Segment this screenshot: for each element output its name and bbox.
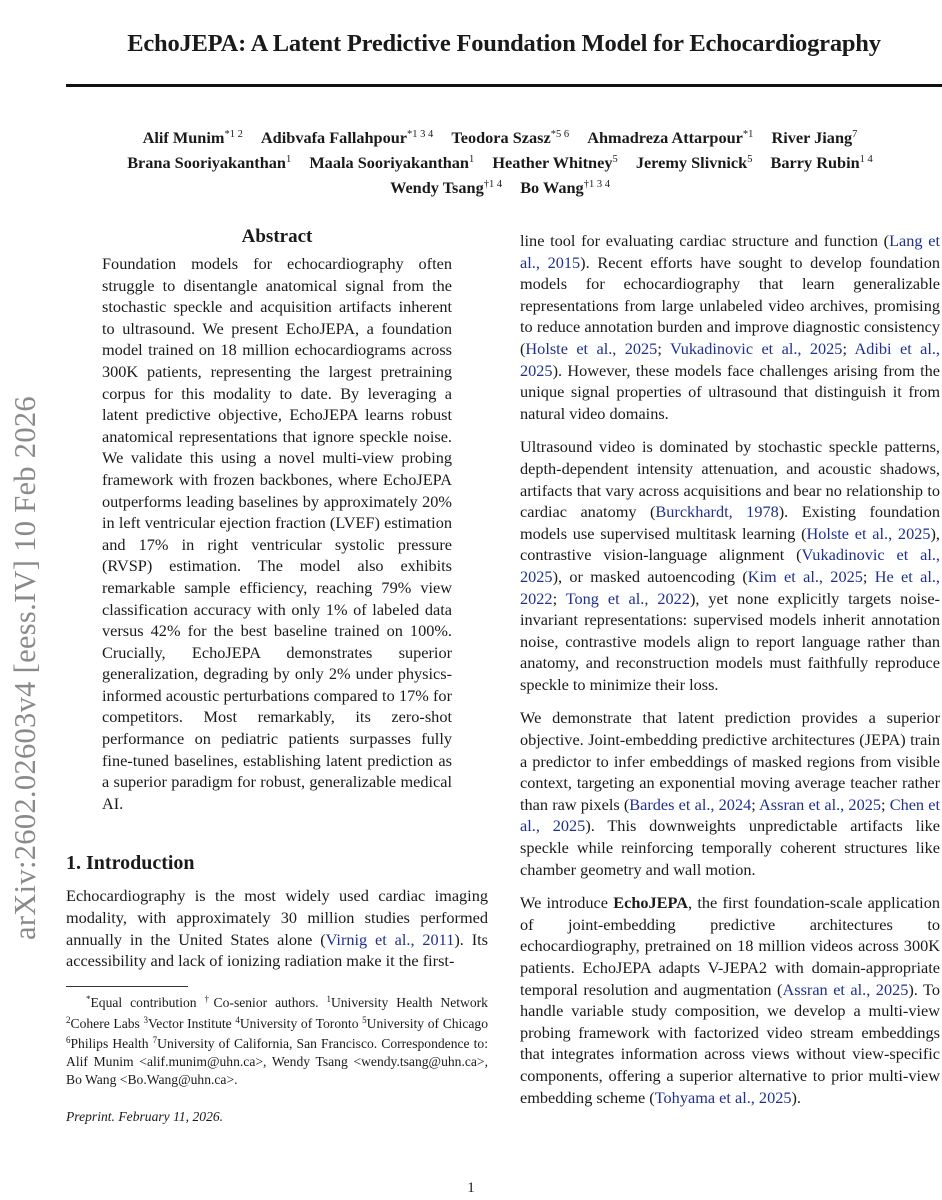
citation-link[interactable]: Holste et al., 2025 [525, 338, 658, 358]
footnote-rule [66, 986, 188, 987]
citation-link[interactable]: Virnig et al., 2011 [325, 929, 455, 949]
citation-link[interactable]: He et al., 2022 [520, 566, 940, 608]
author: River Jiang$^7$ [771, 128, 858, 147]
citation-link[interactable]: Chen et al., 2025 [520, 794, 940, 836]
citation-link[interactable]: Kim et al., 2025 [747, 566, 863, 586]
author: Heather Whitney$^5$ [492, 153, 618, 172]
citation-link[interactable]: Holste et al., 2025 [806, 523, 931, 543]
author: Ahmadreza Attarpour$^{*1}$ [587, 128, 754, 147]
title-rule [66, 84, 942, 87]
right-column [520, 230, 940, 1120]
author-list [90, 124, 910, 199]
intro-paragraph-4: We introduce EchoJEPA, the first foundation-scale application of joint-embedding predictive architectures to echocardiography, pretrained on 18 million videos across 300K patients. EchoJEPA adapts V-JEPA2 with domain-appropriate temporal resolution and augmentation (Assran et al., 2025). To handle variable study composition, we develop a multi-view probing framework with factorized video stream embeddings that integrates information across views without view-specific components, offering a superior alternative to prior multi-view embedding scheme (Tohyama et al., 2025). [520, 893, 941, 1107]
author: Bo Wang$^{\dagger 1 3 4}$ [520, 178, 610, 197]
intro-paragraph-2: Ultrasound video is dominated by stochastic speckle patterns, depth-dependent intensity attenuation, and acoustic shadows, artifacts that vary across acquisitions and bear no relationship to cardiac anatomy (Burckhardt, 1978). Existing foundation models use supervised multitask learning (Holste et al., 2025), contrastive vision-language alignment (Vukadinovic et al., 2025), or masked autoencoding (Kim et al., 2025; He et al., 2022; Tong et al., 2022), yet none explicitly targets noise-invariant representations: supervised models inherit annotation noise, contrastive models align to report language rather than anatomy, and reconstruction models must faithfully reproduce speckle to minimize their loss. [520, 437, 941, 694]
author: Jeremy Slivnick$^5$ [635, 153, 753, 172]
intro-paragraph-3: We demonstrate that latent prediction provides a superior objective. Joint-embedding predictive architectures (JEPA) train a predictor to infer embeddings of masked regions from visible context, targeting an exponential moving average teacher rather than raw pixels (Bardes et al., 2024; Assran et al., 2025; Chen et al., 2025). This downweights unpredictable artifacts like speckle while reinforcing temporally coherent structures like chamber geometry and wall motion. [520, 708, 940, 879]
left-column [66, 226, 488, 1125]
citation-link[interactable]: Tohyama et al., 2025 [654, 1087, 792, 1107]
intro-paragraph-1: Echocardiography is the most widely used cardiac imaging modality, with approximately 30 million studies performed annually in the United States alone (Virnig et al., 2011). Its accessibility and lack of ionizing radiation make it the first- [66, 886, 489, 971]
citation-link[interactable]: Adibi et al., 2025 [520, 338, 940, 380]
citation-link[interactable]: Vukadinovic et al., 2025 [669, 338, 843, 358]
citation-link[interactable]: Assran et al., 2025 [759, 794, 881, 814]
page-number: 1 [467, 1180, 475, 1196]
intro-paragraph-1-continued: line tool for evaluating cardiac structure and function (Lang et al., 2015). Recent efforts have sought to develop foundation models for echocardiography that learn generalizable representations from large unlabeled video archives, promising to reduce annotation burden and improve diagnostic consistency (Holste et al., 2025; Vukadinovic et al., 2025; Adibi et al., 2025). However, these models face challenges arising from the unique signal properties of ultrasound that distinguish it from natural video domains. [520, 231, 940, 423]
author: Teodora Szasz$^{*5 6}$ [451, 128, 570, 147]
author: Alif Munim$^{*1 2}$ [142, 128, 243, 147]
citation-link[interactable]: Vukadinovic et al., 2025 [520, 545, 941, 586]
paper-title: EchoJEPA: A Latent Predictive Foundation Model for Echocardiography [127, 30, 881, 57]
author: Barry Rubin$^{1 4}$ [770, 153, 873, 172]
author: Maala Sooriyakanthan$^1$ [309, 153, 475, 172]
citation-link[interactable]: Assran et al., 2025 [782, 979, 909, 999]
citation-link[interactable]: Burckhardt, 1978 [655, 502, 779, 522]
citation-link[interactable]: Bardes et al., 2024 [629, 794, 752, 814]
citation-link[interactable]: Lang et al., 2015 [520, 231, 940, 272]
abstract-text: Foundation models for echocardiography often struggle to disentangle anatomical signal from the stochastic speckle and acquisition artifacts inherent to ultrasound. We present EchoJEPA, a foundation model trained on 18 million echocardiograms across 300K patients, representing the largest pretraining corpus for this modality to date. By leveraging a latent predictive objective, EchoJEPA learns robust anatomical representations that ignore speckle noise. We validate this using a novel multi-view probing framework with frozen backbones, where EchoJEPA outperforms leading baselines by approximately 20% in left ventricular ejection fraction (LVEF) estimation and 17% in right ventricular systolic pressure (RVSP) estimation. The model also exhibits remarkable sample efficiency, reaching 79% view classification accuracy with only 1% of labeled data versus 42% for the best baseline trained on 100%. Crucially, EchoJEPA demonstrates superior generalization, degrading by only 2% under physics-informed acoustic perturbations compared to 17% for competitors. Most remarkably, its zero-shot performance on pediatric patients surpasses fully fine-tuned baselines, establishing latent prediction as a superior paradigm for robust, generalizable medical AI. [102, 254, 452, 813]
affiliations-footnote: *Equal contribution †Co-senior authors. $^1$University Health Network $^2$Cohere Labs $^3$Vector Institute $^4$University of Toronto $^5$University of Chicago $^6$Philips Health $^7$University of California, San Francisco. Correspondence to: Alif Munim <alif.munim@uhn.ca>, Wendy Tsang <wendy.tsang@uhn.ca>, Bo Wang <Bo.Wang@uhn.ca>. [66, 993, 488, 1087]
citation-link[interactable]: Tong et al., 2022 [565, 588, 690, 608]
author: Adibvafa Fallahpour$^{*1 3 4}$ [260, 128, 434, 147]
abstract-heading: Abstract [241, 226, 313, 247]
arxiv-identifier-stamp: arXiv:2602.02603v4 [eess.IV] 10 Feb 2026 [8, 396, 42, 940]
introduction-heading: 1. Introduction [66, 852, 195, 875]
author: Brana Sooriyakanthan$^1$ [127, 153, 292, 172]
model-name-emphasis: EchoJEPA [613, 893, 689, 913]
preprint-note: Preprint. February 11, 2026. [66, 1108, 224, 1124]
author: Wendy Tsang$^{\dagger 1 4}$ [390, 178, 503, 197]
